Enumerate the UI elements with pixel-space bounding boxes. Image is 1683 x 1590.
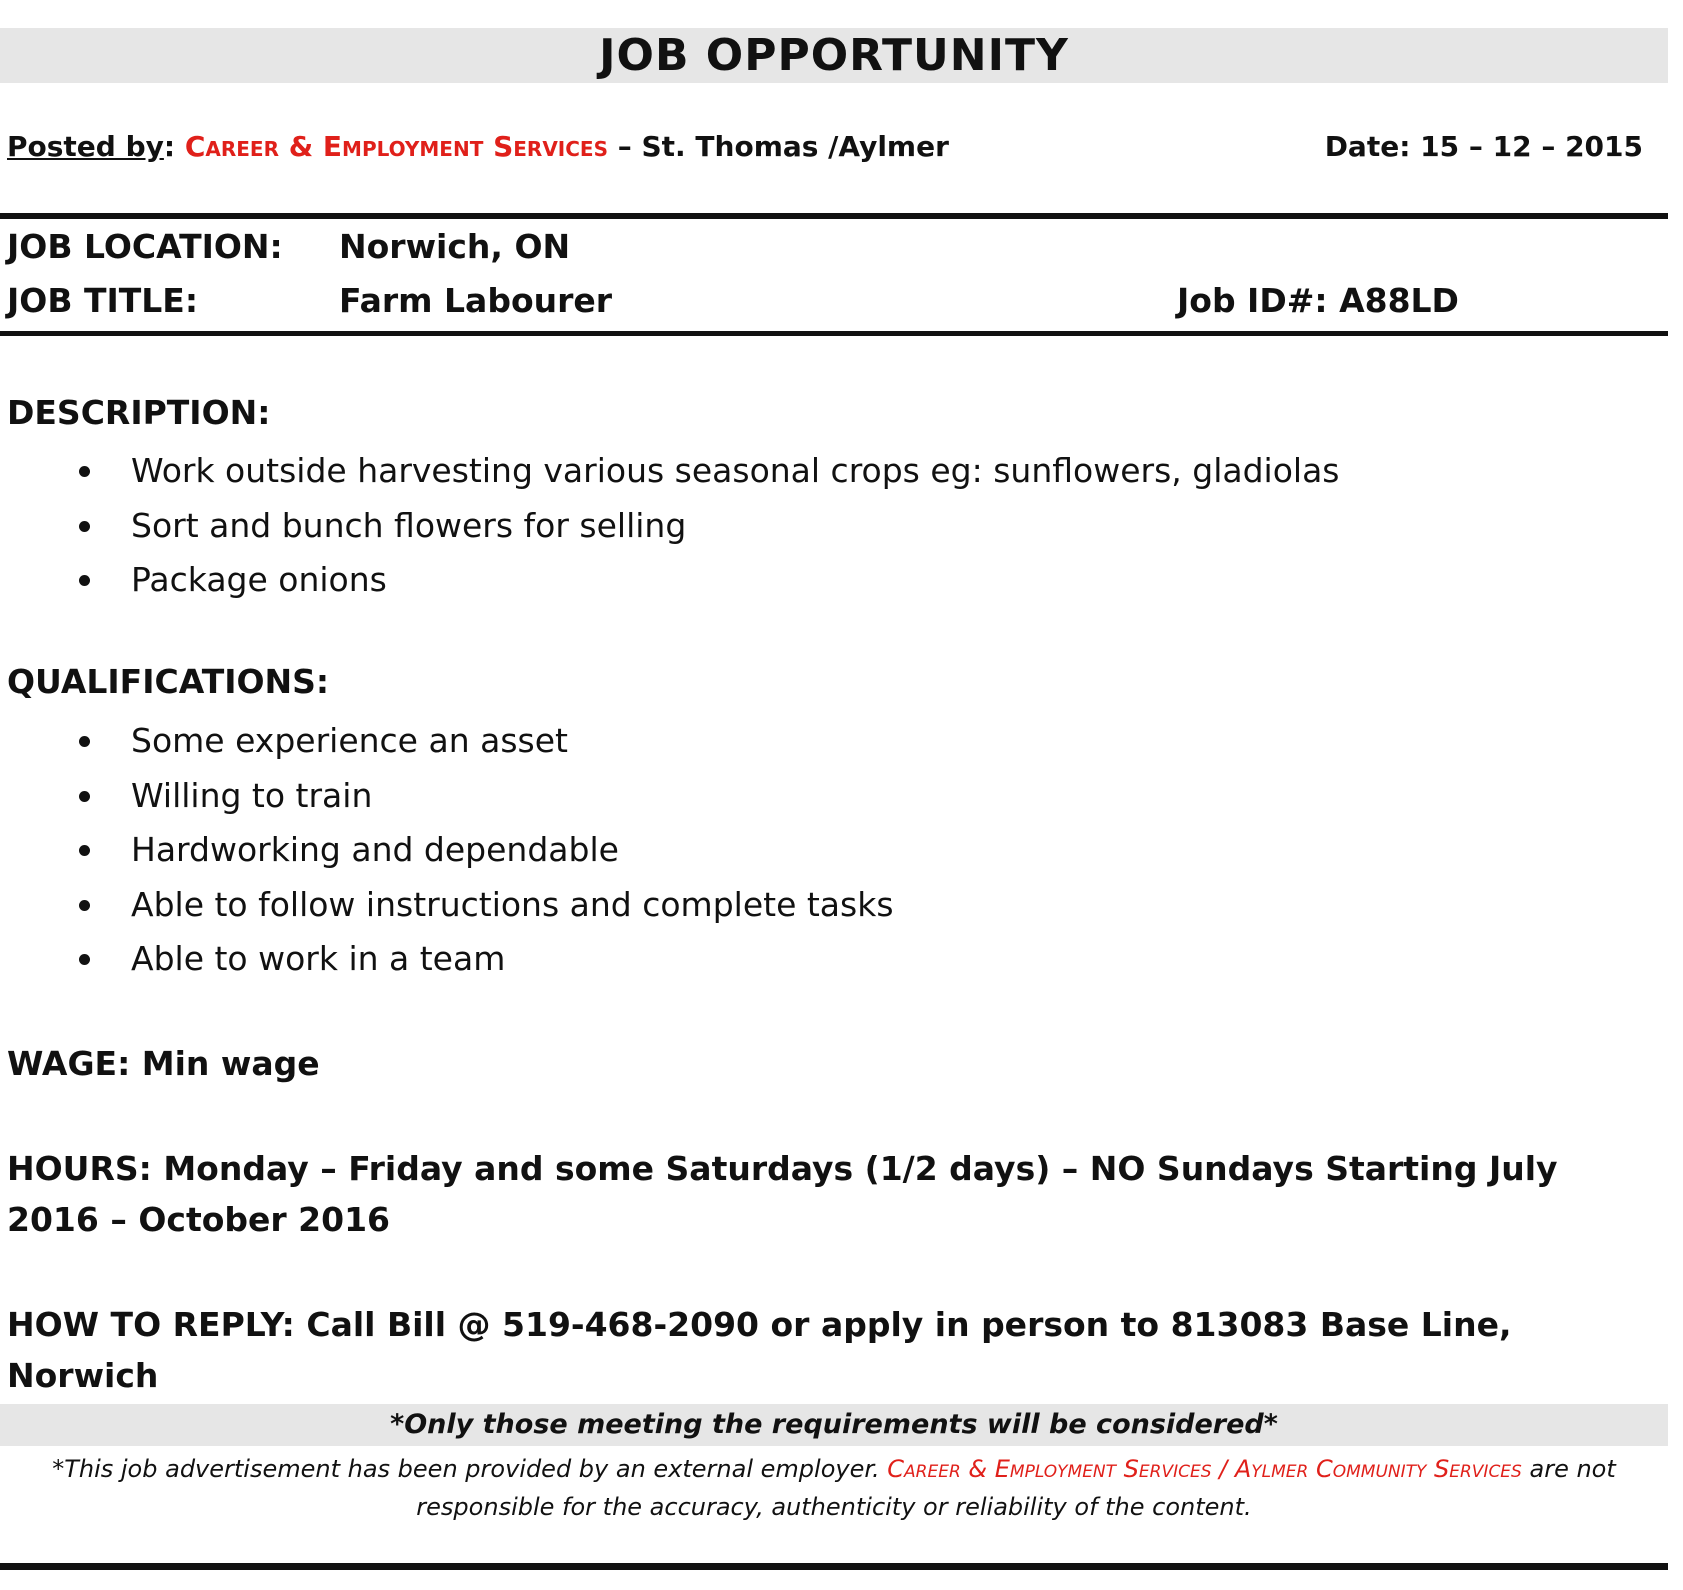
list-item bbox=[0, 714, 894, 769]
job-location-label: JOB LOCATION: bbox=[7, 227, 283, 266]
list-item bbox=[0, 499, 1339, 554]
description-item-text: Package onions bbox=[131, 560, 387, 599]
bullet-icon bbox=[79, 900, 90, 911]
list-item bbox=[0, 823, 894, 878]
divider-top bbox=[0, 213, 1668, 219]
posted-by-label: Posted by bbox=[7, 130, 164, 163]
description-item-text: Work outside harvesting various seasonal crops eg: sunflowers, gladiolas bbox=[131, 451, 1340, 490]
divider-middle bbox=[0, 331, 1668, 336]
qualification-item-text: Able to follow instructions and complete tasks bbox=[131, 884, 894, 924]
hours-text: HOURS: Monday – Friday and some Saturdays (1/2 days) – NO Sundays Starting July 2016 – October 2016 bbox=[7, 1149, 1558, 1239]
disclaimer-start: *This job advertisement has been provided by an external employer. bbox=[52, 1455, 888, 1483]
description-heading: DESCRIPTION: bbox=[7, 393, 271, 432]
how-to-reply-text: HOW TO REPLY: Call Bill @ 519-468-2090 or apply in person to 813083 Base Line, Norwich bbox=[7, 1305, 1512, 1395]
bullet-icon bbox=[79, 791, 90, 802]
qualification-item-text: Able to work in a team bbox=[131, 939, 506, 978]
title-bar bbox=[0, 28, 1668, 83]
qualification-item-text: Willing to train bbox=[131, 775, 373, 815]
job-title-row bbox=[7, 281, 1657, 331]
qualification-item-text: Hardworking and dependable bbox=[131, 830, 619, 869]
disclaimer bbox=[10, 1450, 1658, 1526]
job-location-row bbox=[7, 227, 1657, 277]
job-title-label: JOB TITLE: bbox=[7, 281, 199, 320]
bullet-icon bbox=[79, 521, 90, 532]
wage-text: WAGE: Min wage bbox=[7, 1044, 320, 1083]
disclaimer-end: are not responsible for the accuracy, authenticity or reliability of the content. bbox=[416, 1455, 1616, 1521]
list-item bbox=[0, 553, 1339, 608]
posted-by-organization: Career & Employment Services bbox=[184, 130, 608, 163]
list-item bbox=[0, 444, 1339, 499]
bullet-icon bbox=[79, 845, 90, 856]
description-list bbox=[0, 444, 1339, 608]
divider-bottom bbox=[0, 1563, 1668, 1570]
disclaimer-organization: Career & Employment Services / Aylmer Community Services bbox=[887, 1455, 1522, 1483]
list-item bbox=[0, 932, 894, 987]
posted-by-branch: – St. Thomas /Aylmer bbox=[608, 130, 949, 163]
page-title: JOB OPPORTUNITY bbox=[599, 30, 1069, 81]
job-title-value: Farm Labourer bbox=[339, 281, 613, 320]
bullet-icon bbox=[79, 575, 90, 586]
list-item bbox=[0, 878, 894, 933]
qualifications-list bbox=[0, 714, 894, 987]
posted-by-row bbox=[7, 130, 1657, 174]
list-item bbox=[0, 769, 894, 824]
bullet-icon bbox=[79, 736, 90, 747]
job-location-value: Norwich, ON bbox=[339, 227, 571, 266]
description-item-text: Sort and bunch flowers for selling bbox=[131, 505, 687, 545]
bullet-icon bbox=[79, 954, 90, 965]
posting-date: Date: 15 – 12 – 2015 bbox=[1324, 130, 1643, 163]
requirements-notice: *Only those meeting the requirements will be considered* bbox=[0, 1404, 1668, 1446]
bullet-icon bbox=[79, 466, 90, 477]
job-id: Job ID#: A88LD bbox=[1177, 281, 1459, 320]
posted-by-colon: : bbox=[163, 130, 176, 163]
qualifications-heading: QUALIFICATIONS: bbox=[7, 662, 330, 701]
qualification-item-text: Some experience an asset bbox=[131, 721, 568, 760]
